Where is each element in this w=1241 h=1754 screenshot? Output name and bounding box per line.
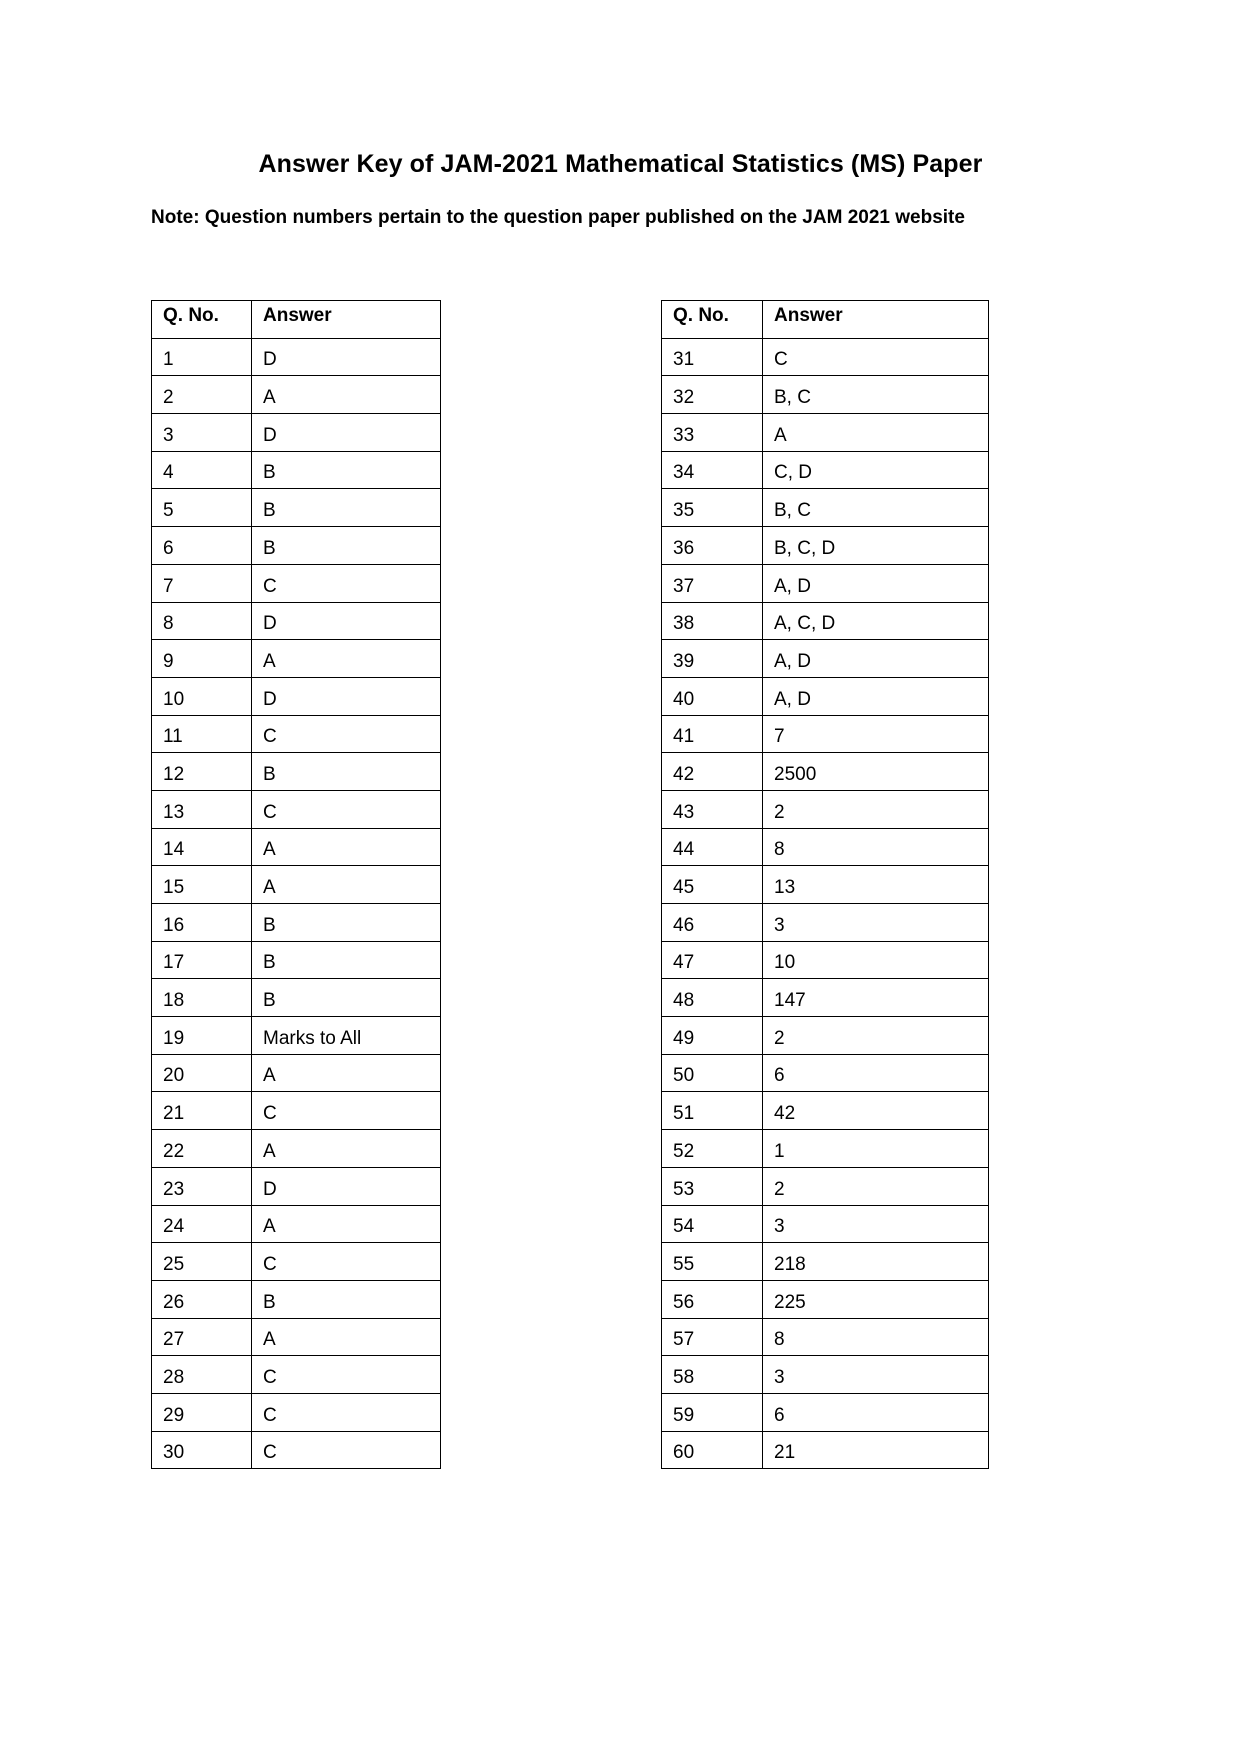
table-row <box>662 451 989 489</box>
question-number-cell: 39 <box>662 640 763 678</box>
answer-cell: 21 <box>763 1431 989 1469</box>
question-number-cell: 1 <box>152 338 252 376</box>
question-number-cell: 4 <box>152 451 252 489</box>
table-row <box>662 640 989 678</box>
question-number-cell: 8 <box>152 602 252 640</box>
table-row <box>662 602 989 640</box>
table-row <box>662 1130 989 1168</box>
answer-cell: 2 <box>763 1017 989 1055</box>
table-row <box>152 715 441 753</box>
answer-cell: A <box>252 1318 441 1356</box>
question-number-cell: 54 <box>662 1205 763 1243</box>
question-number-cell: 38 <box>662 602 763 640</box>
answer-cell: 6 <box>763 1054 989 1092</box>
table-header-row <box>662 301 989 339</box>
table-row <box>662 527 989 565</box>
table-row <box>152 338 441 376</box>
answer-cell: 2500 <box>763 753 989 791</box>
answer-table-left-body <box>152 338 441 1469</box>
question-number-cell: 47 <box>662 941 763 979</box>
answer-cell: A <box>252 1130 441 1168</box>
answer-cell: 3 <box>763 1356 989 1394</box>
table-row <box>152 677 441 715</box>
question-number-cell: 21 <box>152 1092 252 1130</box>
table-row <box>662 376 989 414</box>
answer-cell: B <box>252 1280 441 1318</box>
answer-cell: B, C <box>763 376 989 414</box>
table-row <box>152 753 441 791</box>
question-number-cell: 50 <box>662 1054 763 1092</box>
question-number-cell: 20 <box>152 1054 252 1092</box>
question-number-cell: 55 <box>662 1243 763 1281</box>
table-row <box>662 1393 989 1431</box>
question-number-cell: 5 <box>152 489 252 527</box>
table-row <box>662 489 989 527</box>
column-header-qno: Q. No. <box>662 301 763 339</box>
table-row <box>152 527 441 565</box>
answer-cell: A, C, D <box>763 602 989 640</box>
question-number-cell: 42 <box>662 753 763 791</box>
table-row <box>152 941 441 979</box>
answer-cell: 8 <box>763 1318 989 1356</box>
question-number-cell: 27 <box>152 1318 252 1356</box>
answer-cell: D <box>252 414 441 452</box>
question-number-cell: 30 <box>152 1431 252 1469</box>
answer-cell: D <box>252 677 441 715</box>
table-row <box>152 1054 441 1092</box>
table-row <box>662 1431 989 1469</box>
question-number-cell: 12 <box>152 753 252 791</box>
table-row <box>662 1318 989 1356</box>
question-number-cell: 49 <box>662 1017 763 1055</box>
answer-cell: A, D <box>763 640 989 678</box>
answer-cell: 42 <box>763 1092 989 1130</box>
table-row <box>662 1054 989 1092</box>
question-number-cell: 34 <box>662 451 763 489</box>
question-number-cell: 17 <box>152 941 252 979</box>
question-number-cell: 37 <box>662 564 763 602</box>
answer-cell: 13 <box>763 866 989 904</box>
table-row <box>152 1205 441 1243</box>
table-row <box>662 790 989 828</box>
table-row <box>152 564 441 602</box>
question-number-cell: 33 <box>662 414 763 452</box>
answer-cell: 8 <box>763 828 989 866</box>
answer-cell: D <box>252 602 441 640</box>
answer-cell: 10 <box>763 941 989 979</box>
answer-cell: B <box>252 904 441 942</box>
question-number-cell: 2 <box>152 376 252 414</box>
answer-cell: C <box>252 564 441 602</box>
answer-cell: B <box>252 451 441 489</box>
question-number-cell: 48 <box>662 979 763 1017</box>
table-row <box>152 828 441 866</box>
question-number-cell: 29 <box>152 1393 252 1431</box>
answer-cell: A <box>252 1054 441 1092</box>
question-number-cell: 10 <box>152 677 252 715</box>
question-number-cell: 26 <box>152 1280 252 1318</box>
question-number-cell: 46 <box>662 904 763 942</box>
question-number-cell: 53 <box>662 1167 763 1205</box>
table-row <box>662 1092 989 1130</box>
answer-cell: B, C, D <box>763 527 989 565</box>
question-number-cell: 56 <box>662 1280 763 1318</box>
table-row <box>152 414 441 452</box>
answer-cell: 7 <box>763 715 989 753</box>
table-row <box>152 1431 441 1469</box>
column-header-answer: Answer <box>763 301 989 339</box>
table-row <box>662 1280 989 1318</box>
table-row <box>662 677 989 715</box>
question-number-cell: 58 <box>662 1356 763 1394</box>
question-number-cell: 19 <box>152 1017 252 1055</box>
question-number-cell: 15 <box>152 866 252 904</box>
column-header-answer: Answer <box>252 301 441 339</box>
table-row <box>152 1017 441 1055</box>
table-row <box>152 790 441 828</box>
answer-cell: A, D <box>763 677 989 715</box>
table-row <box>152 1130 441 1168</box>
answer-cell: B <box>252 489 441 527</box>
answer-cell: A <box>252 828 441 866</box>
table-row <box>152 904 441 942</box>
answer-cell: C, D <box>763 451 989 489</box>
question-number-cell: 45 <box>662 866 763 904</box>
table-row <box>152 1280 441 1318</box>
question-number-cell: 43 <box>662 790 763 828</box>
question-number-cell: 40 <box>662 677 763 715</box>
question-number-cell: 57 <box>662 1318 763 1356</box>
question-number-cell: 18 <box>152 979 252 1017</box>
answer-cell: C <box>252 1356 441 1394</box>
answer-cell: C <box>252 715 441 753</box>
question-number-cell: 6 <box>152 527 252 565</box>
page-title: Answer Key of JAM-2021 Mathematical Statistics (MS) Paper <box>258 150 983 178</box>
answer-cell: 3 <box>763 1205 989 1243</box>
table-row <box>152 602 441 640</box>
answer-cell: Marks to All <box>252 1017 441 1055</box>
answer-cell: B <box>252 527 441 565</box>
answer-cell: 225 <box>763 1280 989 1318</box>
table-row <box>662 904 989 942</box>
table-row <box>662 1205 989 1243</box>
table-row <box>662 979 989 1017</box>
table-row <box>662 715 989 753</box>
question-number-cell: 3 <box>152 414 252 452</box>
table-row <box>662 1167 989 1205</box>
question-number-cell: 11 <box>152 715 252 753</box>
question-number-cell: 44 <box>662 828 763 866</box>
answer-cell: C <box>763 338 989 376</box>
question-number-cell: 25 <box>152 1243 252 1281</box>
answer-cell: B <box>252 941 441 979</box>
question-number-cell: 14 <box>152 828 252 866</box>
table-row <box>152 866 441 904</box>
answer-cell: B <box>252 979 441 1017</box>
column-header-qno: Q. No. <box>152 301 252 339</box>
answer-cell: 218 <box>763 1243 989 1281</box>
question-number-cell: 31 <box>662 338 763 376</box>
answer-cell: D <box>252 338 441 376</box>
question-number-cell: 36 <box>662 527 763 565</box>
question-number-cell: 60 <box>662 1431 763 1469</box>
table-row <box>662 1356 989 1394</box>
answer-cell: C <box>252 790 441 828</box>
answer-cell: C <box>252 1393 441 1431</box>
table-row <box>152 489 441 527</box>
table-row <box>662 753 989 791</box>
question-number-cell: 13 <box>152 790 252 828</box>
question-number-cell: 32 <box>662 376 763 414</box>
question-number-cell: 52 <box>662 1130 763 1168</box>
table-row <box>152 1318 441 1356</box>
table-row <box>662 866 989 904</box>
question-number-cell: 16 <box>152 904 252 942</box>
answer-cell: C <box>252 1092 441 1130</box>
question-number-cell: 22 <box>152 1130 252 1168</box>
page-note: Note: Question numbers pertain to the question paper published on the JAM 2021 website <box>151 207 965 228</box>
table-row <box>152 451 441 489</box>
table-header-row <box>152 301 441 339</box>
table-row <box>152 1243 441 1281</box>
answer-cell: D <box>252 1167 441 1205</box>
question-number-cell: 7 <box>152 564 252 602</box>
table-row <box>152 979 441 1017</box>
answer-cell: 2 <box>763 790 989 828</box>
answer-cell: 1 <box>763 1130 989 1168</box>
answer-table-left <box>151 300 441 1469</box>
answer-cell: C <box>252 1431 441 1469</box>
answer-cell: B, C <box>763 489 989 527</box>
table-row <box>662 941 989 979</box>
question-number-cell: 24 <box>152 1205 252 1243</box>
table-row <box>152 1092 441 1130</box>
answer-cell: A <box>252 640 441 678</box>
question-number-cell: 9 <box>152 640 252 678</box>
question-number-cell: 23 <box>152 1167 252 1205</box>
question-number-cell: 51 <box>662 1092 763 1130</box>
answer-cell: 3 <box>763 904 989 942</box>
question-number-cell: 41 <box>662 715 763 753</box>
answer-cell: A, D <box>763 564 989 602</box>
answer-cell: 2 <box>763 1167 989 1205</box>
question-number-cell: 28 <box>152 1356 252 1394</box>
answer-cell: 6 <box>763 1393 989 1431</box>
answer-cell: A <box>252 376 441 414</box>
table-row <box>662 338 989 376</box>
table-row <box>152 1393 441 1431</box>
question-number-cell: 35 <box>662 489 763 527</box>
answer-table-right <box>661 300 989 1469</box>
answer-cell: 147 <box>763 979 989 1017</box>
table-row <box>662 564 989 602</box>
table-row <box>152 1167 441 1205</box>
answer-cell: B <box>252 753 441 791</box>
table-row <box>662 1243 989 1281</box>
table-row <box>152 376 441 414</box>
question-number-cell: 59 <box>662 1393 763 1431</box>
table-row <box>662 414 989 452</box>
answer-cell: A <box>252 1205 441 1243</box>
answer-table-right-body <box>662 338 989 1469</box>
answer-cell: A <box>763 414 989 452</box>
table-row <box>152 1356 441 1394</box>
table-row <box>662 1017 989 1055</box>
answer-cell: C <box>252 1243 441 1281</box>
table-row <box>152 640 441 678</box>
table-row <box>662 828 989 866</box>
answer-cell: A <box>252 866 441 904</box>
